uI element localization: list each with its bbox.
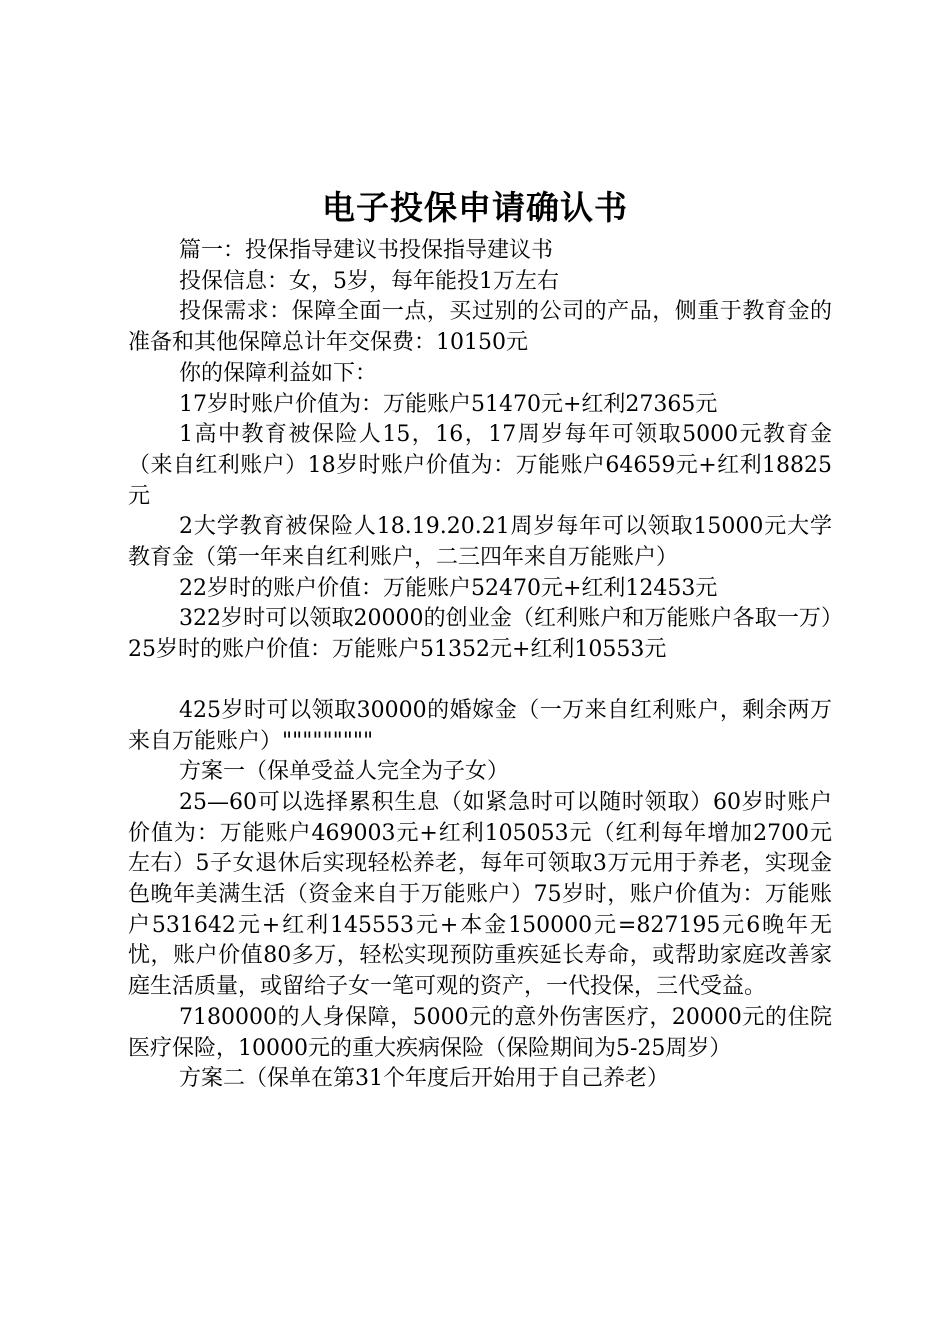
paragraph-heading: 篇一：投保指导建议书投保指导建议书 bbox=[179, 238, 554, 263]
document-body bbox=[128, 236, 832, 1095]
paragraph-insurance-info: 投保信息：女，5岁，每年能投1万左右 bbox=[179, 268, 559, 294]
paragraph-insurance-needs: 投保需求：保障全面一点，买过别的公司的产品，侧重于教育金的准备和其他保障总计年交保费：10150元 bbox=[128, 299, 832, 356]
paragraph-age-22-value: 22岁时的账户价值：万能账户52470元+红利12453元 bbox=[179, 575, 718, 601]
paragraph-university-education: 2大学教育被保险人18.19.20.21周岁每年可以领取15000元大学教育金（第一年来自红利账户，二三四年来自万能账户） bbox=[128, 514, 832, 571]
paragraph-benefits-intro: 你的保障利益如下： bbox=[179, 360, 378, 386]
paragraph-plan-two: 方案二（保单在第31个年度后开始用于自己养老） bbox=[179, 1066, 669, 1092]
document-title: 电子投保申请确认书 bbox=[322, 188, 628, 227]
paragraph-high-school-education: 1高中教育被保险人15，16，17周岁每年可领取5000元教育金（来自红利账户）18岁时账户价值为：万能账户64659元+红利18825元 bbox=[128, 422, 832, 509]
paragraph-plan-one: 方案一（保单受益人完全为子女） bbox=[179, 759, 510, 785]
paragraph-startup-fund: 322岁时可以领取20000的创业金（红利账户和万能账户各取一万）25岁时的账户价值：万能账户51352元+红利10553元 bbox=[128, 606, 832, 663]
paragraph-protection: 7180000的人身保障，5000元的意外伤害医疗，20000元的住院医疗保险，10000元的重大疾病保险（保险期间为5-25周岁） bbox=[128, 1004, 832, 1061]
paragraph-wedding-fund: 425岁时可以领取30000的婚嫁金（一万来自红利账户，剩余两万来自万能账户）""""""""" bbox=[128, 697, 832, 754]
paragraph-age-17-value: 17岁时账户价值为：万能账户51470元+红利27365元 bbox=[179, 391, 718, 417]
paragraph-plan-one-details: 25—60可以选择累积生息（如紧急时可以随时领取）60岁时账户价值为：万能账户469003元+红利105053元（红利每年增加2700元左右）5子女退休后实现轻松养老，每年可领取3万元用于养老，实现金色晚年美满生活（资金来自于万能账户）75岁时，账户价值为：万能账户531642元+红利145553元+本金150000元=827195元6晚年无忧，账户价值80多万，轻松实现预防重疾延长寿命，或帮助家庭改善家庭生活质量，或留给子女一笔可观的资产，一代投保，三代受益。 bbox=[128, 789, 832, 1000]
